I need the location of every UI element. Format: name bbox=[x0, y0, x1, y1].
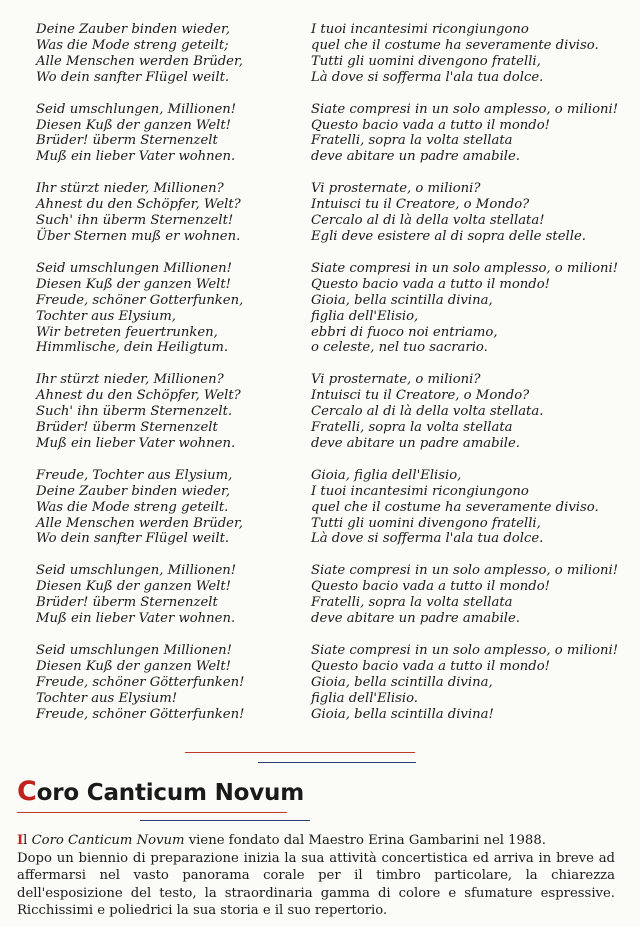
stanza bbox=[0, 22, 640, 86]
italian-line: Siate compresi in un solo amplesso, o milioni! bbox=[311, 260, 619, 276]
german-line: Tochter aus Elysium! bbox=[36, 690, 178, 706]
stanza bbox=[0, 468, 640, 548]
german-column bbox=[0, 563, 311, 627]
german-line: Diesen Kuß der ganzen Welt! bbox=[36, 117, 231, 133]
italian-line: Egli deve esistere al di sopra delle stelle. bbox=[311, 228, 586, 244]
italian-line: Siate compresi in un solo amplesso, o milioni! bbox=[311, 563, 619, 579]
german-line: Wo dein sanfter Flügel weilt. bbox=[36, 69, 230, 85]
german-column bbox=[0, 102, 311, 166]
italian-line: Intuisci tu il Creatore, o Mondo? bbox=[311, 388, 530, 404]
italian-column bbox=[311, 643, 631, 723]
italian-line: Vi prosternate, o milioni? bbox=[311, 181, 481, 197]
heading-underline-secondary bbox=[140, 820, 310, 821]
german-line: Freude, schöner Götterfunken! bbox=[36, 674, 245, 690]
german-column bbox=[0, 468, 311, 548]
german-line: Tochter aus Elysium, bbox=[36, 308, 176, 324]
italian-line: Fratelli, sopra la volta stellata bbox=[311, 420, 513, 436]
italian-line: Questo bacio vada a tutto il mondo! bbox=[311, 276, 550, 292]
italian-line: ebbri di fuoco noi entriamo, bbox=[311, 324, 498, 340]
italian-line: Siate compresi in un solo amplesso, o milioni! bbox=[311, 643, 619, 658]
german-column bbox=[0, 261, 311, 356]
stanza bbox=[0, 102, 640, 166]
italian-line: Tutti gli uomini divengono fratelli, bbox=[311, 515, 541, 531]
german-line: Diesen Kuß der ganzen Welt! bbox=[36, 276, 231, 292]
german-line: Freude, schöner Gotterfunken, bbox=[36, 292, 244, 308]
german-line: Himmlische, dein Heiligtum. bbox=[36, 340, 229, 356]
german-column bbox=[0, 643, 311, 723]
german-line: Muß ein lieber Vater wohnen. bbox=[36, 435, 236, 451]
paragraph-intro: Il Coro Canticum Novum viene fondato dal Maestro Erina Gambarini nel 1988. bbox=[17, 833, 546, 848]
german-line: Seid umschlungen Millionen! bbox=[36, 643, 232, 658]
italian-column bbox=[311, 22, 631, 86]
italian-line: Cercalo al di là della volta stellata! bbox=[311, 213, 545, 229]
italian-line: Là dove si sofferma l'ala tua dolce. bbox=[311, 69, 544, 85]
italian-line: Siate compresi in un solo amplesso, o milioni! bbox=[311, 101, 619, 117]
italian-line: Questo bacio vada a tutto il mondo! bbox=[311, 117, 550, 133]
german-line: Alle Menschen werden Brüder, bbox=[36, 53, 243, 69]
heading-initial: C bbox=[17, 776, 37, 807]
stanza bbox=[0, 563, 640, 627]
german-line: Brüder! überm Sternenzelt bbox=[36, 595, 218, 611]
choir-name: Coro Canticum Novum bbox=[31, 833, 185, 848]
german-line: Seid umschlungen, Millionen! bbox=[36, 101, 237, 117]
german-line: Ihr stürzt nieder, Millionen? bbox=[36, 372, 224, 388]
german-line: Muß ein lieber Vater wohnen. bbox=[36, 149, 236, 165]
section-heading bbox=[17, 776, 304, 807]
italian-line: deve abitare un padre amabile. bbox=[311, 435, 521, 451]
heading-underline bbox=[17, 812, 287, 813]
german-line: Freude, Tochter aus Elysium, bbox=[36, 467, 233, 483]
german-line: Was die Mode streng geteilt; bbox=[36, 37, 229, 53]
german-line: Muß ein lieber Vater wohnen. bbox=[36, 611, 236, 627]
italian-column bbox=[311, 102, 631, 166]
german-line: Was die Mode streng geteilt. bbox=[36, 499, 229, 515]
german-column bbox=[0, 181, 311, 245]
stanza bbox=[0, 372, 640, 452]
italian-line: Cercalo al di là della volta stellata. bbox=[311, 404, 544, 420]
italian-column bbox=[311, 261, 631, 356]
paragraph-initial: I bbox=[17, 833, 24, 848]
german-line: Deine Zauber binden wieder, bbox=[36, 483, 231, 499]
german-line: Über Sternen muß er wohnen. bbox=[36, 228, 241, 244]
german-line: Ahnest du den Schöpfer, Welt? bbox=[36, 388, 241, 404]
german-line: Freude, schöner Götterfunken! bbox=[36, 706, 245, 722]
italian-line: quel che il costume ha severamente diviso. bbox=[311, 499, 599, 515]
german-line: Such' ihn überm Sternenzelt! bbox=[36, 213, 234, 229]
german-line: Wo dein sanfter Flügel weilt. bbox=[36, 531, 230, 547]
italian-line: Gioia, bella scintilla divina, bbox=[311, 292, 493, 308]
italian-line: Questo bacio vada a tutto il mondo! bbox=[311, 658, 550, 674]
italian-line: Fratelli, sopra la volta stellata bbox=[311, 133, 513, 149]
italian-line: Intuisci tu il Creatore, o Mondo? bbox=[311, 197, 530, 213]
italian-line: Vi prosternate, o milioni? bbox=[311, 372, 481, 388]
german-line: Seid umschlungen Millionen! bbox=[36, 260, 232, 276]
italian-column bbox=[311, 468, 631, 548]
italian-line: Tutti gli uomini divengono fratelli, bbox=[311, 53, 541, 69]
german-line: Brüder! überm Sternenzelt bbox=[36, 133, 218, 149]
heading-rest: oro Canticum Novum bbox=[36, 780, 304, 806]
italian-line: Gioia, figlia dell'Elisio, bbox=[311, 467, 462, 483]
italian-column bbox=[311, 181, 631, 245]
german-line: Diesen Kuß der ganzen Welt! bbox=[36, 579, 231, 595]
german-line: Wir betreten feuertrunken, bbox=[36, 324, 218, 340]
german-column bbox=[0, 22, 311, 86]
german-line: Ihr stürzt nieder, Millionen? bbox=[36, 181, 224, 197]
german-line: Deine Zauber binden wieder, bbox=[36, 22, 231, 37]
italian-line: I tuoi incantesimi ricongiungono bbox=[311, 22, 529, 37]
german-line: Brüder! überm Sternenzelt bbox=[36, 420, 218, 436]
italian-line: figlia dell'Elisio, bbox=[311, 308, 419, 324]
italian-line: deve abitare un padre amabile. bbox=[311, 611, 521, 627]
german-line: Alle Menschen werden Brüder, bbox=[36, 515, 243, 531]
italian-line: quel che il costume ha severamente diviso. bbox=[311, 37, 599, 53]
italian-line: o celeste, nel tuo sacrario. bbox=[311, 340, 488, 356]
italian-line: Fratelli, sopra la volta stellata bbox=[311, 595, 513, 611]
bilingual-poem bbox=[0, 22, 640, 739]
italian-line: Questo bacio vada a tutto il mondo! bbox=[311, 579, 550, 595]
italian-line: deve abitare un padre amabile. bbox=[311, 149, 521, 165]
paragraph-history: Dopo un biennio di preparazione inizia la sua attività concertistica ed arriva in breve ad affermarsi nel vasto panorama corale per il timbro particolare, la chiarezza dell'esposizione del testo, la straordinaria gamma di colore e sfumature espressive. Ricchissimi e poliedrici la sua storia e il suo repertorio. bbox=[17, 850, 615, 919]
divider-blue bbox=[258, 762, 416, 763]
italian-column bbox=[311, 563, 631, 627]
section-body bbox=[17, 832, 615, 920]
stanza bbox=[0, 643, 640, 723]
italian-line: I tuoi incantesimi ricongiungono bbox=[311, 483, 529, 499]
german-column bbox=[0, 372, 311, 452]
italian-line: figlia dell'Elisio. bbox=[311, 690, 418, 706]
german-line: Ahnest du den Schöpfer, Welt? bbox=[36, 197, 241, 213]
italian-column bbox=[311, 372, 631, 452]
divider-red bbox=[185, 752, 415, 753]
german-line: Such' ihn überm Sternenzelt. bbox=[36, 404, 233, 420]
german-line: Diesen Kuß der ganzen Welt! bbox=[36, 658, 231, 674]
italian-line: Là dove si sofferma l'ala tua dolce. bbox=[311, 531, 544, 547]
german-line: Seid umschlungen, Millionen! bbox=[36, 563, 237, 579]
stanza bbox=[0, 261, 640, 356]
italian-line: Gioia, bella scintilla divina, bbox=[311, 674, 493, 690]
italian-line: Gioia, bella scintilla divina! bbox=[311, 706, 494, 722]
stanza bbox=[0, 181, 640, 245]
